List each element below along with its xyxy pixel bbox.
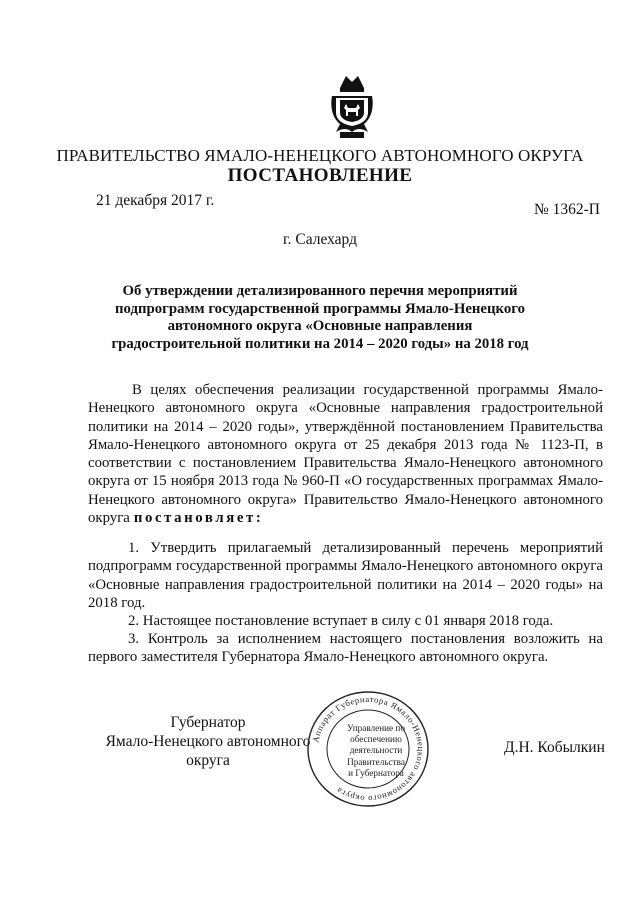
coat-of-arms-emblem-icon — [326, 66, 378, 142]
signatory-name: Д.Н. Кобылкин — [504, 739, 605, 756]
signatory-position — [88, 713, 328, 770]
list-item: 3. Контроль за исполнением настоящего постановления возложить на первого заместителя Губернатора Ямало-Ненецкого автономного округа. — [88, 631, 603, 666]
list-item: 1. Утвердить прилагаемый детализированный перечень мероприятий подпрограмм государственной программы Ямало-Ненецкого автономного округа «Основные направления градостроительной политики на 2014 – 2020 годы» на 2018 год. — [88, 540, 603, 611]
stamp-inner-text — [328, 723, 424, 779]
signatory-position-title: Губернатор — [170, 714, 246, 731]
document-title: Об утверждении детализированного перечня мероприятий подпрограмм государственной программы Ямало-Ненецкого автономного округа «Основные направления градостроительной политики на 2014 – 2020 годы» на 2018 год — [111, 283, 529, 352]
stamp-line: деятельности — [349, 745, 403, 756]
document-number: № 1362-П — [533, 201, 600, 218]
preamble-paragraph — [88, 381, 603, 527]
stamp-line: и Губернатора — [348, 767, 404, 778]
signatory-position-region: Ямало-Ненецкого автономного округа — [105, 733, 311, 769]
list-item: 2. Настоящее постановление вступает в силу с 01 января 2018 года. — [128, 613, 554, 629]
document-city: г. Салехард — [283, 231, 357, 248]
stamp-outer-text: Аппарат Губернатора Ямало-Ненецкого автономного округа — [310, 693, 427, 805]
document-type: ПОСТАНОВЛЕНИЕ — [227, 165, 413, 186]
stamp-line: Правительства — [347, 756, 405, 767]
preamble-text: В целях обеспечения реализации государственной программы Ямало-Ненецкого автономного округа «Основные направления градостроительной политики на 2014 – 2020 годы», утверждённой постановлением Правительства Ямало-Ненецкого автономного округа от 25 декабря 2013 года № 1123-П, в соответствии с постановлением Правительства Ямало-Ненецкого автономного округа от 15 ноября 2013 года № 960-П «О государственных программах Ямало-Ненецкого автономного округа» Правительство Ямало-Ненецкого автономного округа — [88, 382, 603, 527]
stamp-line: обеспечению — [350, 734, 402, 745]
document-date: 21 декабря 2017 г. — [96, 192, 215, 209]
government-name: ПРАВИТЕЛЬСТВО ЯМАЛО-НЕНЕЦКОГО АВТОНОМНОГО ОКРУГА — [56, 146, 584, 165]
resolves-word: постановляет: — [133, 510, 264, 527]
stamp-line: Управление по — [347, 723, 405, 733]
